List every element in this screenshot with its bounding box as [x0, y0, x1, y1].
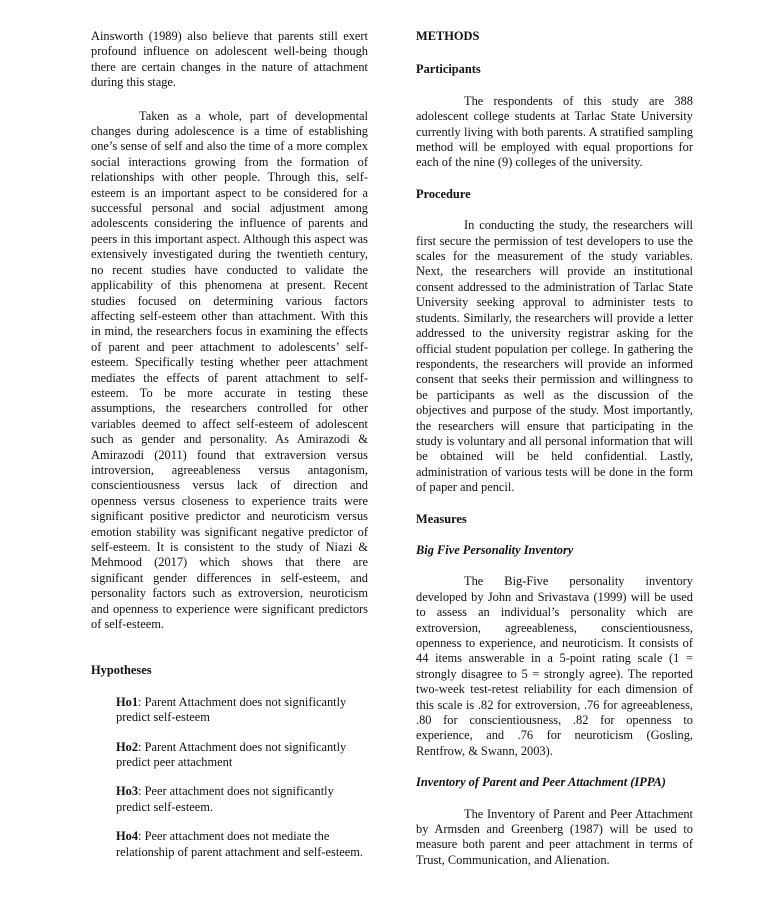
hypotheses-list	[91, 695, 368, 860]
hypothesis-item	[116, 829, 368, 860]
participants-paragraph: The respondents of this study are 388 adolescent college students at Tarlac State University currently living with both parents. A stratified sampling method will be employed with equal proportions for each of the nine (9) colleges of the university.	[416, 93, 693, 170]
hypothesis-label: Ho2	[116, 739, 139, 754]
hypothesis-text: : Peer attachment does not significantly predict self-esteem.	[116, 784, 334, 814]
hypothesis-label: Ho3	[116, 784, 139, 799]
hypothesis-text: : Parent Attachment does not significantly predict peer attachment	[116, 739, 347, 770]
left-column	[91, 29, 368, 860]
hypothesis-item	[116, 740, 368, 771]
ippa-paragraph: The Inventory of Parent and Peer Attachment by Armsden and Greenberg (1987) will be used to measure both parent and peer attachment in terms of Trust, Communication, and Alienation.	[416, 806, 693, 867]
bfi-heading: Big Five Personality Inventory	[416, 542, 574, 557]
bfi-paragraph: The Big-Five personality inventory developed by John and Srivastava (1999) will be used to assess an individual’s personality which are extroversion, agreeableness, conscientiousness, openness to experience, and neuroticism. It consists of 44 items answerable in a 5-point rating scale (1 = strongly disagree to 5 = strongly agree). The reported two-week test-retest reliability for each dimension of this scale is .82 for extroversion, .76 for agreeableness, .80 for conscientiousness, .82 for openness to experience, and .76 for neuroticism (Gosling, Rentfrow, & Swann, 2003).	[416, 574, 693, 758]
summary-paragraph: Taken as a whole, part of developmental changes during adolescence is a time of establishing one’s sense of self and also the time of a more complex social interactions growing from the formation of relationships with other people. Through this, self-esteem is an important aspect to be considered for a successful personal and social adjustment among adolescents considering the influence of parents and peers in this important aspect. Although this aspect was extensively investigated during the twentieth century, no recent studies have conducted to validate the applicability of this phenomena at present. Recent studies focused on determining various factors affecting self-esteem other than attachment. With this in mind, the researchers focus in examining the effects of parent and peer attachment to adolescents’ self-esteem. Specifically testing whether peer attachment mediates the effects of parent attachment to self-esteem. To be more accurate in testing these assumptions, the researchers controlled for other variables deemed to affect self-esteem of adolescent such as gender and personality. As Amirazodi & Amirazodi (2011) found that extraversion versus introversion, agreeableness versus antagonism, conscientiousness versus lack of direction and openness versus closeness to experience traits were significant positive predictor and neuroticism versus emotion stability was significant negative predictor of self-esteem. It is consistent to the study of Niazi & Mehmood (2017) which shows that there are significant gender differences in self-esteem, and personality factors such as extroversion, neuroticism and openness to experience were significant predictors of self-esteem.	[91, 108, 368, 632]
hypotheses-heading: Hypotheses	[91, 663, 152, 678]
methods-heading: METHODS	[416, 29, 480, 43]
participants-heading: Participants	[416, 62, 481, 77]
hypothesis-item	[116, 784, 368, 815]
hypothesis-label: Ho4	[116, 829, 139, 844]
hypothesis-item	[116, 695, 368, 726]
right-column	[416, 29, 693, 868]
ippa-heading: Inventory of Parent and Peer Attachment (IPPA)	[416, 775, 666, 790]
hypothesis-label: Ho1	[116, 694, 139, 709]
intro-paragraph: Ainsworth (1989) also believe that parents still exert profound influence on adolescent well-being though there are certain changes in the nature of attachment during this stage.	[91, 29, 368, 90]
hypothesis-text: : Peer attachment does not mediate the relationship of parent attachment and self-esteem.	[116, 829, 364, 859]
procedure-paragraph: In conducting the study, the researchers will first secure the permission of test developers to use the scales for the measurement of the study variables. Next, the researchers will provide an institutional consent addressed to the administration of Tarlac State University seeking approval to administer tests to students. Similarly, the researchers will provide a letter addressed to the university registrar asking for the official student population per college. In gathering the respondents, the researchers will provide an informed consent that seeks their permission and willingness to be participants as well as the discussion of the objectives and purpose of the study. Most importantly, the researchers will ensure that participating in the study is voluntary and all personal information that will be obtained will be held confidential. Lastly, administration of various tests will be done in the form of paper and pencil.	[416, 218, 693, 495]
hypothesis-text: : Parent Attachment does not significantly predict self-esteem	[116, 694, 347, 725]
procedure-heading: Procedure	[416, 186, 471, 201]
measures-heading: Measures	[416, 511, 467, 526]
